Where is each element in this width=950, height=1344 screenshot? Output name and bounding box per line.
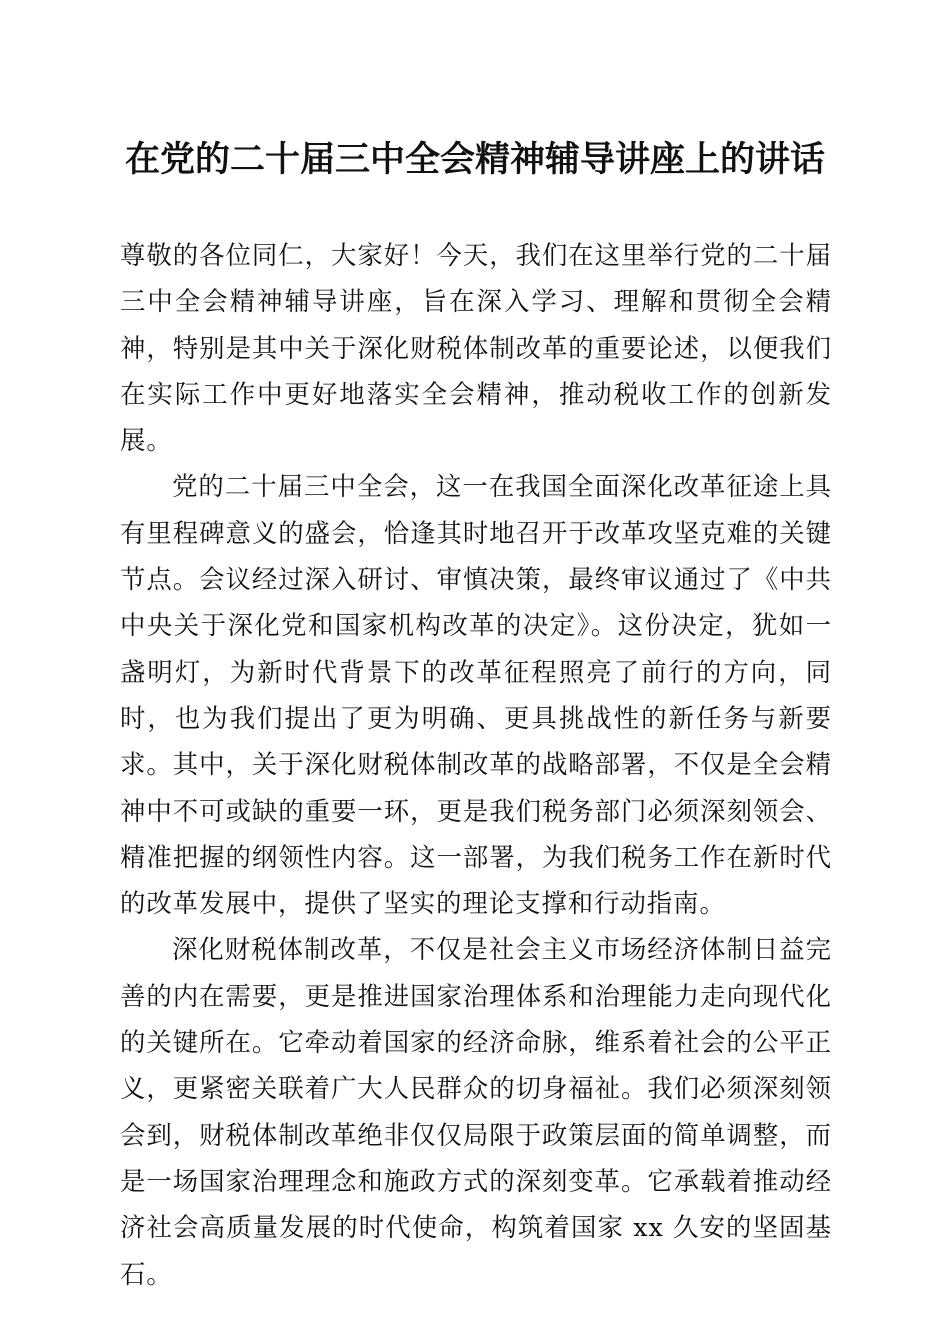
paragraph-greeting: 尊敬的各位同仁，大家好！今天，我们在这里举行党的二十届三中全会精神辅导讲座，旨在深入学习、理解和贯彻全会精神，特别是其中关于深化财税体制改革的重要论述，以便我们在实际工作中更好地落实全会精神，推动税收工作的创新发展。 <box>120 240 832 456</box>
document-body <box>120 232 832 1297</box>
document-title: 在党的二十届三中全会精神辅导讲座上的讲话 <box>124 139 825 180</box>
paragraph-plenum-decision: 党的二十届三中全会，这一在我国全面深化改革征途上具有里程碑意义的盛会，恰逢其时地召开于改革攻坚克难的关键节点。会议经过深入研讨、审慎决策，最终审议通过了《中共中央关于深化党和国家机构改革的决定》。这份决定，犹如一盏明灯，为新时代背景下的改革征程照亮了前行的方向，同时，也为我们提出了更为明确、更具挑战性的新任务与新要求。其中，关于深化财税体制改革的战略部署，不仅是全会精神中不可或缺的重要一环，更是我们税务部门必须深刻领会、精准把握的纲领性内容。这一部署，为我们税务工作在新时代的改革发展中，提供了坚实的理论支撑和行动指南。 <box>120 471 832 919</box>
paragraph-fiscal-reform: 深化财税体制改革，不仅是社会主义市场经济体制日益完善的内在需要，更是推进国家治理体系和治理能力走向现代化的关键所在。它牵动着国家的经济命脉，维系着社会的公平正义，更紧密关联着广大人民群众的切身福祉。我们必须深刻领会到，财税体制改革绝非仅仅局限于政策层面的简单调整，而是一场国家治理理念和施政方式的深刻变革。它承载着推动经济社会高质量发展的时代使命，构筑着国家 xx 久安的坚固基石。 <box>120 934 832 1289</box>
